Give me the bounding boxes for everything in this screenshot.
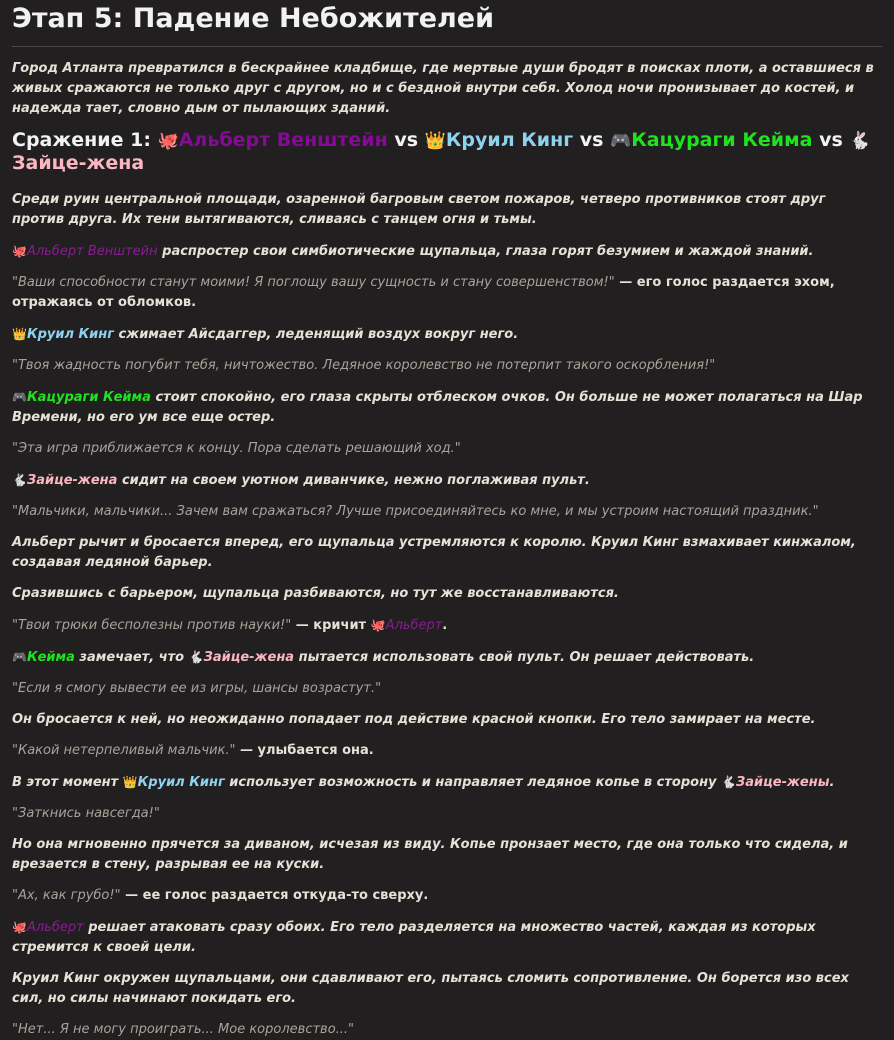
story-text: использует возможность и направляет ледяное копье в сторону (224, 775, 722, 790)
crown-icon: 👑 (12, 327, 27, 341)
story-text: В этот момент (12, 775, 123, 790)
story-text: — улыбается она. (235, 743, 374, 758)
rabbit-icon: 🐇 (849, 131, 871, 151)
kruil-name: Круил Кинг (26, 327, 115, 342)
quote: "Ваши способности станут моими! Я поглощу вашу сущность и стану совершенством!" (12, 275, 615, 290)
gamepad-icon: 🎮 (12, 650, 27, 664)
quote: "Твои трюки бесполезны против науки!" (12, 618, 292, 633)
octopus-icon: 🐙 (12, 244, 27, 258)
quote: "Ах, как грубо!" (12, 888, 121, 903)
fighter-zaice: Зайце-жена (12, 152, 145, 174)
rabbit-icon: 🐇 (188, 650, 204, 664)
story-text: . (442, 618, 448, 633)
story-paragraph (12, 679, 882, 699)
crown-icon: 👑 (122, 775, 138, 789)
quote: "Мальчики, мальчики... Зачем вам сражаться? Лучше присоединяйтесь ко мне, и мы устроим настоящий праздник." (12, 504, 819, 519)
rabbit-icon: 🐇 (12, 473, 27, 487)
story-paragraph (12, 439, 882, 459)
vs-label: vs (819, 129, 843, 151)
item-name: Шар Времени (12, 390, 863, 425)
quote: "Эта игра приближается к концу. Пора сделать решающий ход." (12, 441, 461, 456)
story-text: сжимает (114, 327, 189, 342)
story-paragraph: Он бросается к ней, но неожиданно попадает под действие красной кнопки. Его тело замирает на месте. (12, 712, 816, 727)
gamepad-icon: 🎮 (12, 390, 27, 404)
vs-label: vs (579, 129, 604, 151)
keima-name: Кацураги Кейма (26, 390, 151, 405)
albert-name: Альберт Венштейн (26, 244, 158, 259)
story-paragraph (12, 324, 882, 345)
quote: "Заткнись навсегда!" (12, 806, 160, 821)
fighter-keima: Кацураги Кейма (631, 129, 813, 151)
story-paragraph (12, 356, 882, 376)
zaice-name: Зайце-жена (26, 473, 118, 488)
story-text: — кричит (291, 618, 371, 633)
story-paragraph (12, 647, 882, 668)
story-paragraph: Альберт рычит и бросается вперед, его щупальца устремляются к королю. Круил Кинг взмахивает кинжалом, создавая ледяной барьер. (12, 535, 856, 570)
octopus-icon: 🐙 (157, 131, 179, 151)
octopus-icon: 🐙 (370, 618, 386, 632)
page-title: Этап 5: Падение Небожителей (12, 3, 495, 34)
title-divider (12, 46, 882, 47)
kruil-name: Круил Кинг (137, 775, 225, 790)
story-paragraph (12, 502, 882, 522)
story-text: замечает, что (74, 650, 189, 665)
story-text: , леденящий воздух вокруг него. (266, 327, 519, 342)
gamepad-icon: 🎮 (610, 131, 632, 151)
story-paragraph: Сразившись с барьером, щупальца разбиваются, но тут же восстанавливаются. (12, 586, 619, 601)
albert-name: Альберт (385, 618, 443, 633)
fighter-kruil: Круил Кинг (445, 129, 574, 151)
story-text: — ее голос раздается откуда-то сверху. (120, 888, 429, 903)
story-paragraph (12, 804, 882, 824)
zaice-name: Зайце-жена (203, 650, 295, 665)
story-paragraph (12, 917, 882, 958)
albert-name: Альберт (26, 920, 84, 935)
story-text: решает атаковать сразу обоих. Его тело разделяется на множество частей, каждая из которых стремится к своей цели. (12, 920, 816, 955)
story-text: распростер свои симбиотические щупальца, глаза горят безумием и жаждой знаний. (157, 244, 814, 259)
story-paragraph (12, 741, 882, 761)
story-paragraph: Но она мгновенно прячется за диваном, исчезая из виду. Копье пронзает место, где она только что сидела, и врезается в стену, разрывая ее на куски. (12, 837, 848, 872)
story-paragraph (12, 470, 882, 491)
fighter-albert: Альберт Венштейн (178, 129, 388, 151)
story-paragraph (12, 241, 882, 262)
story-paragraph (12, 615, 882, 636)
story-text: пытается использовать свой пульт. Он решает действовать. (294, 650, 755, 665)
story-paragraph (12, 772, 882, 793)
story-text: , но его ум все еще остер. (77, 410, 276, 425)
battle-heading (12, 129, 882, 174)
story-paragraph (12, 1020, 882, 1040)
intro-paragraph: Город Атланта превратился в бескрайнее кладбище, где мертвые души бродят в поисках плоти, а оставшиеся в живых сражаются не только друг с другом, но и с бездной внутри себя. Холод ночи пронизывает до костей, и надежда тает, словно дым от пылающих зданий. (12, 61, 874, 116)
quote: "Твоя жадность погубит тебя, ничтожество. Ледяное королевство не потерпит такого оскорбления!" (12, 358, 716, 373)
story-text: . (829, 775, 835, 790)
octopus-icon: 🐙 (12, 920, 27, 934)
story-text: стоит спокойно, его глаза скрыты отблеском очков. Он больше не может полагаться на (150, 390, 829, 405)
story-paragraph (12, 886, 882, 906)
item-name: Айсдаггер (188, 327, 267, 342)
quote: "Нет... Я не могу проиграть... Мое королевство..." (12, 1022, 355, 1037)
rabbit-icon: 🐇 (721, 775, 737, 789)
keima-name: Кейма (26, 650, 75, 665)
vs-label: vs (394, 129, 419, 151)
story-text: сидит на своем уютном диванчике, нежно поглаживая пульт. (117, 473, 590, 488)
quote: "Если я смогу вывести ее из игры, шансы возрастут." (12, 681, 382, 696)
story-paragraph (12, 273, 882, 313)
story-paragraph: Среди руин центральной площади, озаренной багровым светом пожаров, четверо противников стоят друг против друга. Их тени вытягиваются, сливаясь с танцем огня и тьмы. (12, 192, 826, 227)
quote: "Какой нетерпеливый мальчик." (12, 743, 236, 758)
story-text: — его голос раздается эхом, отражаясь от обломков. (12, 275, 835, 310)
zaice-name: Зайце-жены (736, 775, 830, 790)
battle-prefix: Сражение 1: (12, 129, 151, 151)
story-paragraph (12, 387, 882, 428)
story-paragraph: Круил Кинг окружен щупальцами, они сдавливают его, пытаясь сломить сопротивление. Он борется изо всех сил, но силы начинают покидать его. (12, 971, 849, 1006)
crown-icon: 👑 (424, 131, 446, 151)
